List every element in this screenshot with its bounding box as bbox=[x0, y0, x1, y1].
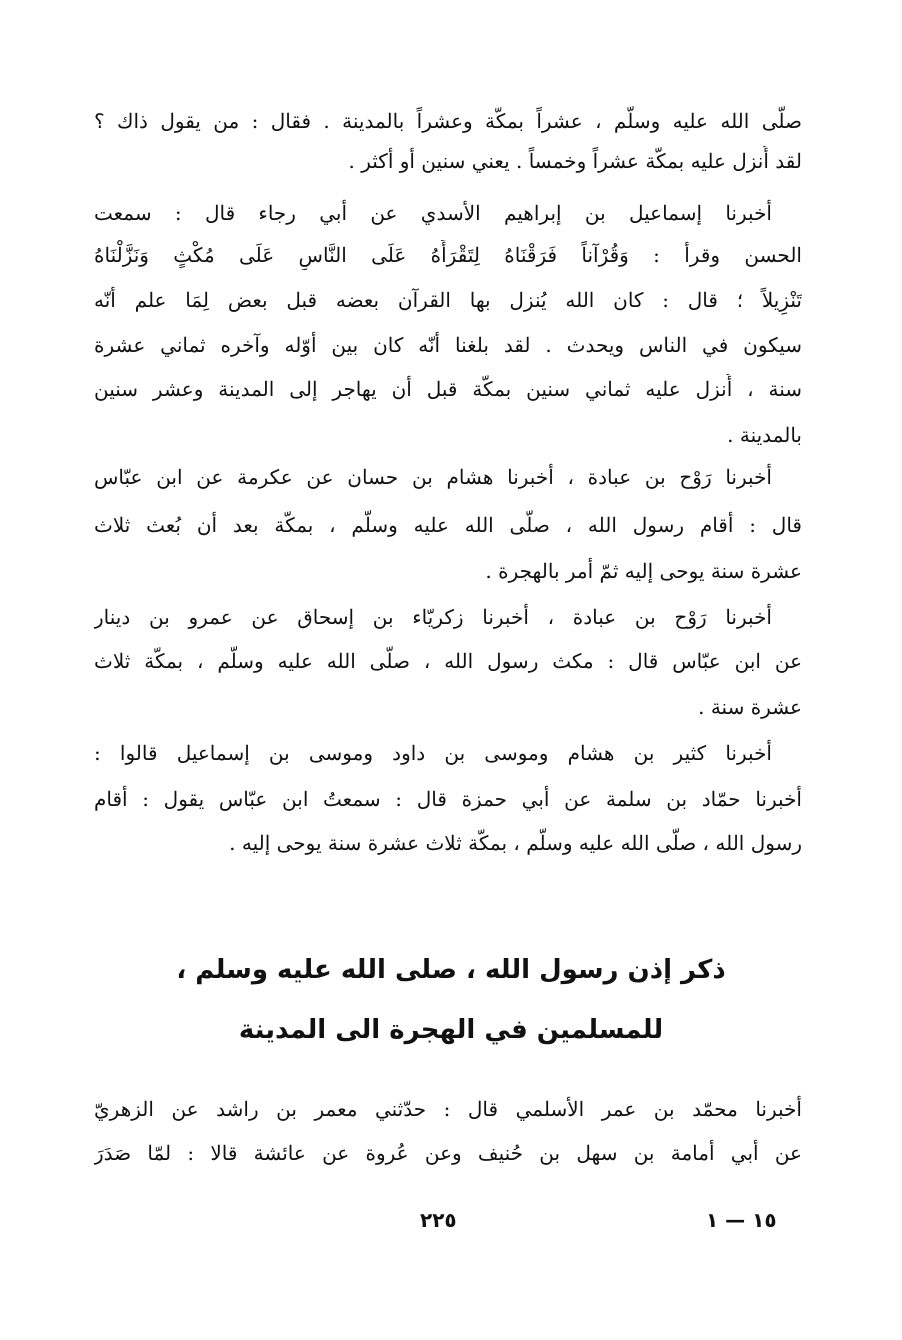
text-line: لقد أُنزل عليه بمكّة عشراً وخمساً . يعني سنين أو أكثر . bbox=[348, 149, 802, 173]
text-line: سنة ، أُنزل عليه ثماني سنين بمكّة قبل أن يهاجر إلى المدينة وعشر سنين bbox=[94, 377, 802, 401]
text-line: الحسن وقرأ : وَقُرْآناً فَرَقْنَاهُ لِتَقْرَأَهُ عَلَى النَّاسِ عَلَى مُكْثٍ وَنَزَّلْنَاهُ bbox=[94, 243, 802, 267]
text-line: تَنْزِيلاً ؛ قال : كان الله يُنزل بها القرآن بعضه قبل بعض لِمَا علم أنّه bbox=[94, 288, 802, 312]
chapter-heading-line-2: للمسلمين في الهجرة الى المدينة bbox=[238, 1015, 664, 1045]
text-line: سيكون في الناس ويحدث . لقد بلغنا أنّه كان بين أوّله وآخره ثماني عشرة bbox=[94, 333, 802, 357]
text-line: عن ابن عبّاس قال : مكث رسول الله ، صلّى الله عليه وسلّم ، بمكّة ثلاث bbox=[94, 649, 802, 673]
text-line: صلّى الله عليه وسلّم ، عشراً بمكّة وعشراً بالمدينة . فقال : من يقول ذاك ؟ bbox=[94, 109, 802, 133]
chapter-heading-line-1: ذكر إذن رسول الله ، صلى الله عليه وسلم ، bbox=[176, 955, 726, 985]
text-line: أخبرنا إسماعيل بن إبراهيم الأسدي عن أبي رجاء قال : سمعت bbox=[94, 201, 772, 225]
page-number: ٢٢٥ bbox=[420, 1208, 457, 1232]
text-line: رسول الله ، صلّى الله عليه وسلّم ، بمكّة ثلاث عشرة سنة يوحى إليه . bbox=[229, 831, 802, 855]
text-line: أخبرنا كثير بن هشام وموسى بن داود وموسى بن إسماعيل قالوا : bbox=[94, 741, 772, 765]
text-line: أخبرنا رَوْح بن عبادة ، أخبرنا زكريّاء بن إسحاق عن عمرو بن دينار bbox=[94, 605, 772, 629]
signature-mark: ١٥ — ١ bbox=[706, 1208, 777, 1232]
text-line: عشرة سنة يوحى إليه ثمّ أمر بالهجرة . bbox=[485, 559, 802, 583]
text-line: قال : أقام رسول الله ، صلّى الله عليه وسلّم ، بمكّة بعد أن بُعث ثلاث bbox=[94, 513, 802, 537]
text-line: أخبرنا حمّاد بن سلمة عن أبي حمزة قال : سمعتُ ابن عبّاس يقول : أقام bbox=[94, 787, 802, 811]
text-line: عشرة سنة . bbox=[698, 695, 802, 719]
text-line: أخبرنا محمّد بن عمر الأسلمي قال : حدّثني معمر بن راشد عن الزهريّ bbox=[94, 1097, 802, 1121]
text-line: عن أبي أمامة بن سهل بن حُنيف وعن عُروة عن عائشة قالا : لمّا صَدَرَ bbox=[94, 1141, 802, 1165]
text-line: أخبرنا رَوْح بن عبادة ، أخبرنا هشام بن حسان عن عكرمة عن ابن عبّاس bbox=[94, 465, 772, 489]
text-line: بالمدينة . bbox=[727, 423, 802, 447]
